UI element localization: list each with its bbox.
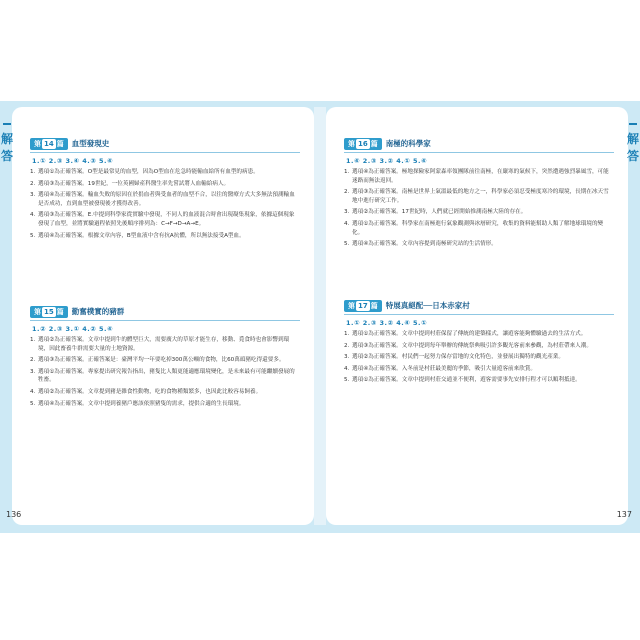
right-page <box>326 107 632 525</box>
explanation-item: 1. 選項②為正確答案。文章中提到牛的體型巨大，需要廣大的草原才能生存，移動、覓食時也會影響到環境，因此畜養牛群需要大量的土地資源。 <box>30 337 290 352</box>
page-number: 136 <box>6 510 22 519</box>
explanation-item: 2. 選項③為正確答案。正確答案是：臺灣平均一年要吃掉300萬公噸的食物，比60萬頭豬吃得還要多。 <box>30 357 285 364</box>
explanation-item: 3. 選項②為正確答案。17世紀時，人們就已經開始推測南極大陸的存在。 <box>344 209 527 216</box>
section-badge: 第 14 篇 <box>30 138 68 150</box>
explanation-item: 4. 選項③為正確答案。E.中提到科學家從實驗中發現，不同人的血液混合時會出現凝集現象，依據這個現象發現了血型，並將實驗過程依照先後順序排列為：C→F→D→A→E。 <box>30 212 295 227</box>
explanation-list <box>30 336 300 408</box>
explanation-item: 2. 選項③為正確答案。文章中提到每年舉辦的傳統祭典吸引許多觀光客前來參觀，為村莊帶來人潮。 <box>344 342 592 349</box>
explanation-item: 4. 選項②為正確答案。文章提到豬是雜食性動物，吃的食物種類繁多，也因此比較容易飼養。 <box>30 388 262 395</box>
explanation-item: 4. 選項④為正確答案。入冬前是村莊最美麗的季節，吸引大量遊客前來欣賞。 <box>344 365 537 372</box>
explanation-item: 2. 選項③為正確答案。19世紀，一位英國婦產科醫生率先嘗試將人血輸給病人。 <box>30 180 230 187</box>
answer-side-tab-left: 解答 <box>0 131 14 171</box>
section-badge: 第 15 篇 <box>30 306 68 318</box>
explanation-list <box>344 168 614 249</box>
explanation-item: 5. 選項④為正確答案。文章中提到養豬戶應該依照豬隻的需求，提供合適的生長環境。 <box>30 400 245 407</box>
answer-side-tab-right: 解答 <box>626 131 640 171</box>
section-header <box>344 137 614 150</box>
answer-key: 1.④ 2.③ 3.② 4.① 5.④ <box>346 157 428 165</box>
explanation-list <box>30 168 300 240</box>
section-badge: 第 17 篇 <box>344 300 382 312</box>
explanation-item: 5. 選項④為正確答案。文章內容提到南極研究站的生活情形。 <box>344 241 497 248</box>
explanation-item: 1. 選項④為正確答案。極地探險家阿蒙森率領團隊前往南極，在嚴寒的氣候下，突然遭遇強烈暴風雪，可能迷路而無法返回。 <box>344 169 609 184</box>
explanation-item: 3. 選項④為正確答案。輸血失敗的原因在於捐血者與受血者的血型不合，以往的醫療方式大多無法預測輸血是否成功，直到血型被發現後才獲得改善。 <box>30 192 295 207</box>
section-divider <box>30 320 300 321</box>
section-header <box>30 305 300 318</box>
section-14 <box>30 137 300 243</box>
explanation-item: 4. 選項①為正確答案。科學家在南極進行氣象觀測與冰層研究，收集的資料能幫助人類了解地球環境的變化。 <box>344 220 604 236</box>
section-title: 血型發現史 <box>71 139 110 148</box>
section-16 <box>344 137 614 252</box>
section-divider <box>30 152 300 153</box>
answer-key: 1.② 2.③ 3.① 4.② 5.④ <box>32 325 114 333</box>
explanation-list <box>344 330 614 385</box>
book-spread <box>0 101 640 533</box>
book-gutter <box>314 107 326 525</box>
section-divider <box>344 152 614 153</box>
section-17 <box>344 299 614 388</box>
explanation-item: 3. 選項②為正確答案。村民們一起努力保存當地的文化特色，並發展出獨特的觀光產業。 <box>344 354 564 361</box>
explanation-item: 5. 選項①為正確答案。文章中提到村莊交通並不便利，遊客需要事先安排行程才可以順利抵達。 <box>344 377 581 384</box>
page-number: 137 <box>616 510 632 519</box>
section-15 <box>30 305 300 411</box>
answer-key: 1.① 2.③ 3.② 4.④ 5.① <box>346 319 428 327</box>
section-header <box>344 299 614 312</box>
section-header <box>30 137 300 150</box>
section-badge: 第 16 篇 <box>344 138 382 150</box>
section-title: 南極的科學家 <box>385 139 431 148</box>
explanation-item: 1. 選項①為正確答案。文章中提到村莊保留了傳統的建築樣式，讓遊客能夠體驗過去的生活方式。 <box>344 331 587 337</box>
section-title: 特展真絕配──日本赤家村 <box>385 301 470 310</box>
section-title: 勤奮樸實的豬群 <box>71 307 125 316</box>
section-divider <box>344 314 614 315</box>
explanation-item: 5. 選項④為正確答案。根據文章內容，B型血液中含有抗A抗體，所以無法接受A型血。 <box>30 232 245 239</box>
explanation-item: 2. 選項③為正確答案。南極是世界上氣溫最低的地方之一，科學家必須忍受極度寒冷的環境，長期在冰天雪地中進行研究工作。 <box>344 189 609 204</box>
explanation-item: 1. 選項①為正確答案。O型是最常見的血型，因為O型血在危急時能輸血給所有血型的病患。 <box>30 169 259 175</box>
answer-key: 1.① 2.③ 3.④ 4.③ 5.④ <box>32 157 114 165</box>
explanation-item: 3. 選項①為正確答案。專家提出研究報告指出，豬隻比人類更能適應環境變化，是未來最有可能繼續發展的牲畜。 <box>30 368 295 384</box>
